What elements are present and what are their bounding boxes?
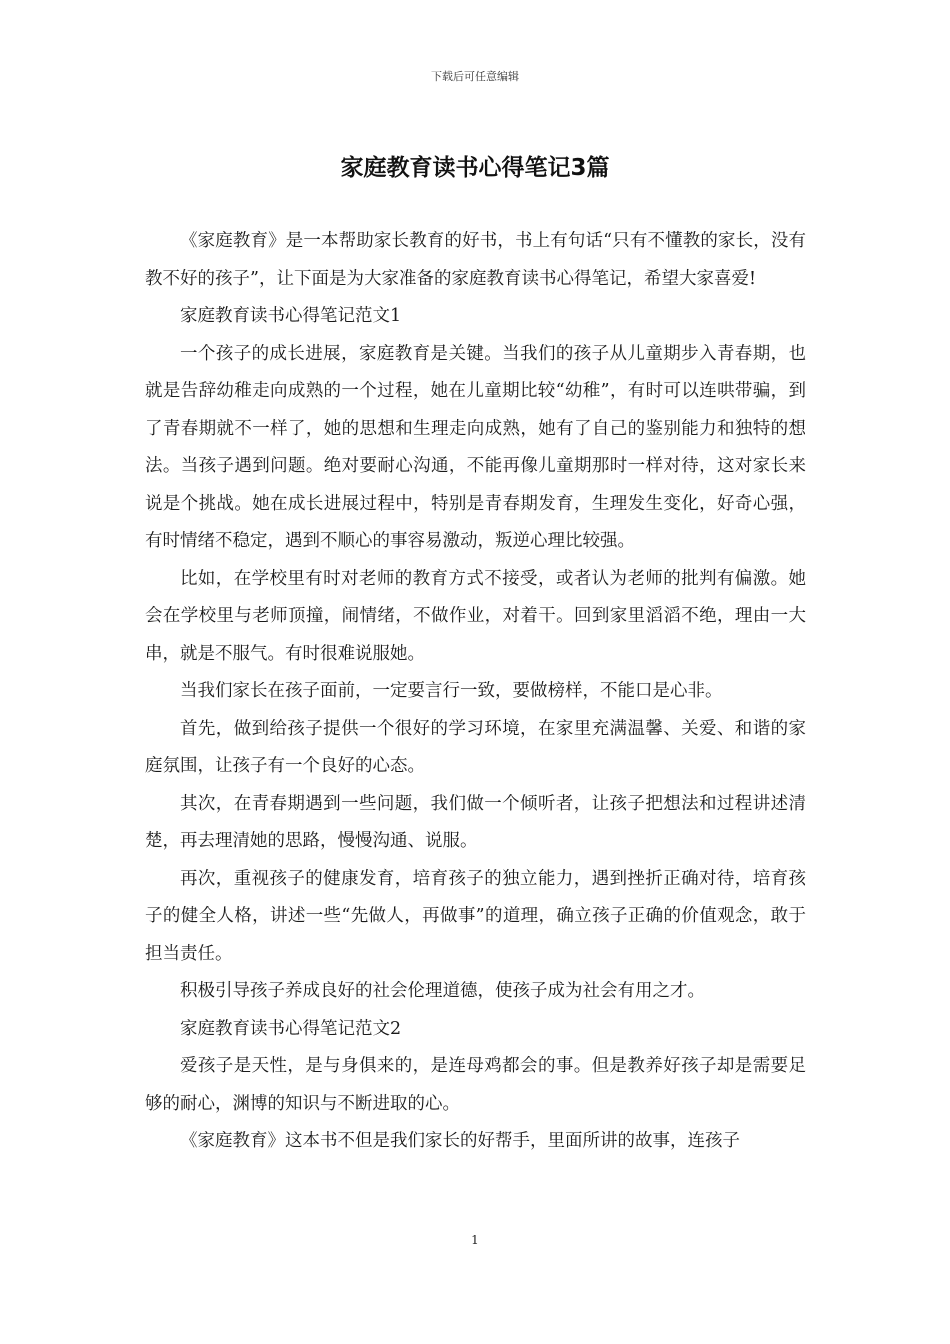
intro-paragraph: 《家庭教育》是一本帮助家长教育的好书，书上有句话“只有不懂教的家长，没有教不好的孩子”，让下面是为大家准备的家庭教育读书心得笔记，希望大家喜爱! bbox=[145, 231, 806, 289]
document-title: 家庭教育读书心得笔记3篇 bbox=[340, 155, 610, 181]
body-paragraph: 比如，在学校里有时对老师的教育方式不接受，或者认为老师的批判有偏激。她会在学校里与老师顶撞，闹情绪，不做作业，对着干。回到家里滔滔不绝，理由一大串，就是不服气。有时很难说服她。 bbox=[145, 568, 806, 664]
page-number: 1 bbox=[471, 1233, 479, 1247]
page-header: 下载后可任意编辑 bbox=[431, 70, 519, 83]
section-heading-2: 家庭教育读书心得笔记范文2 bbox=[180, 1018, 402, 1039]
body-paragraph: 《家庭教育》这本书不但是我们家长的好帮手，里面所讲的故事，连孩子 bbox=[180, 1131, 740, 1151]
body-paragraph: 当我们家长在孩子面前，一定要言行一致，要做榜样，不能口是心非。 bbox=[180, 681, 723, 701]
body-paragraph: 其次，在青春期遇到一些问题，我们做一个倾听者，让孩子把想法和过程讲述清楚，再去理清她的思路，慢慢沟通、说服。 bbox=[145, 793, 806, 851]
body-paragraph: 积极引导孩子养成良好的社会伦理道德，使孩子成为社会有用之才。 bbox=[180, 981, 705, 1001]
section-heading-1: 家庭教育读书心得笔记范文1 bbox=[180, 306, 402, 326]
body-paragraph: 再次，重视孩子的健康发育，培育孩子的独立能力，遇到挫折正确对待，培育孩子的健全人格，讲述一些“先做人，再做事”的道理，确立孩子正确的价值观念，敢于担当责任。 bbox=[145, 868, 806, 964]
document-body bbox=[145, 223, 806, 1161]
body-paragraph: 一个孩子的成长进展，家庭教育是关键。当我们的孩子从儿童期步入青春期，也就是告辞幼稚走向成熟的一个过程，她在儿童期比较“幼稚”，有时可以连哄带骗，到了青春期就不一样了，她的思想和生理走向成熟，她有了自己的鉴别能力和独特的想法。当孩子遇到问题。绝对要耐心沟通，不能再像儿童期那时一样对待，这对家长来说是个挑战。她在成长进展过程中，特别是青春期发育，生理发生变化，好奇心强，有时情绪不稳定，遇到不顺心的事容易激动，叛逆心理比较强。 bbox=[145, 343, 806, 551]
body-paragraph: 首先，做到给孩子提供一个很好的学习环境，在家里充满温馨、关爱、和谐的家庭氛围，让孩子有一个良好的心态。 bbox=[145, 718, 806, 776]
body-paragraph: 爱孩子是天性，是与身俱来的，是连母鸡都会的事。但是教养好孩子却是需要足够的耐心，渊博的知识与不断进取的心。 bbox=[145, 1056, 806, 1114]
